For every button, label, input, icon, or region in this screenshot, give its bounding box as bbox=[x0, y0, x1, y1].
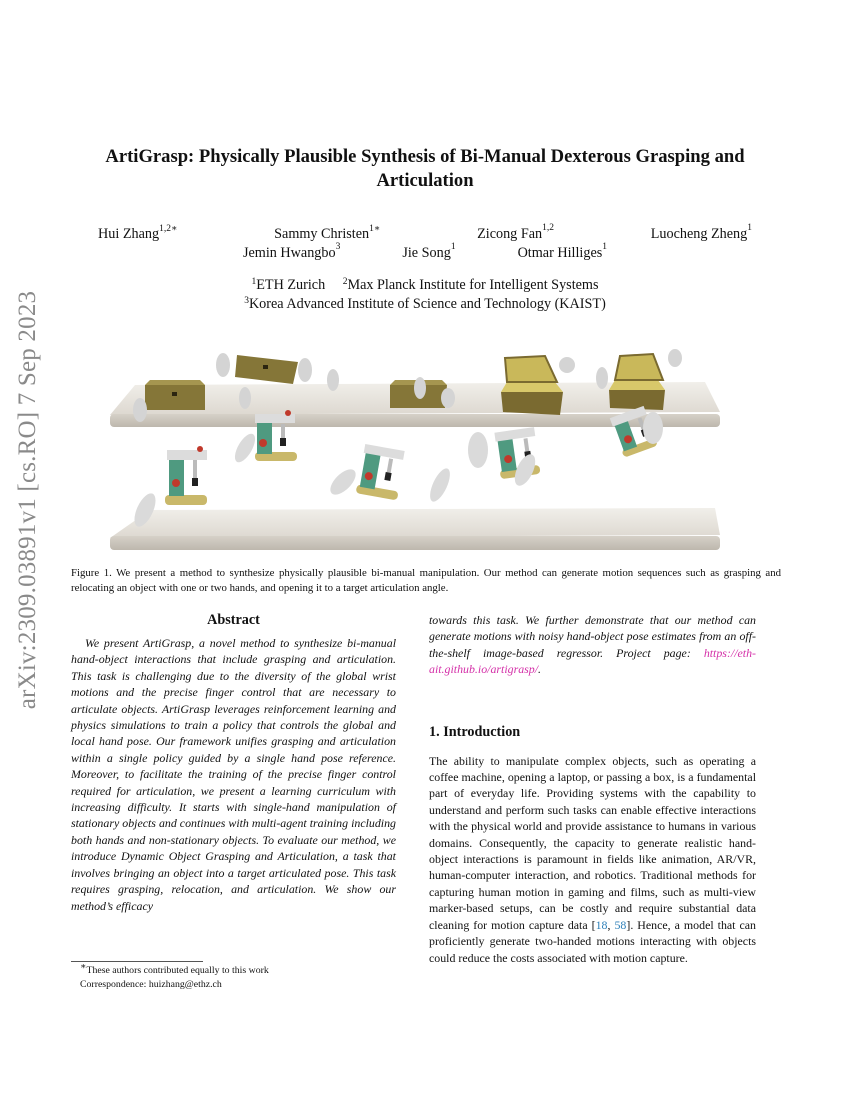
introduction-text: The ability to manipulate complex objects, such as operating a coffee machine, opening a laptop, or passing a box, is a fundamental part of everyday life. Providing systems with the capability to understand and perform such tasks can enable effective interactions with the physical world and provide assistance to humans in various domains. Consequently, the capacity to generate realistic hand-object interactions is paramount in fields like animation, AR/VR, human-computer interaction, and robotics. Traditional methods for capturing human motion in gaming and films, such as multi-view marker-based setups, can be costly and require substantial data cleaning for motion capture data [18, 58]. Hence, a model that can proficiently generate two-handed motions interacting with objects could reduce the costs associated with motion capture. bbox=[429, 753, 756, 965]
box-object bbox=[145, 380, 205, 410]
coffee-machine-object bbox=[165, 446, 207, 505]
right-column bbox=[429, 612, 756, 966]
box-object-lifted bbox=[235, 355, 298, 384]
coffee-machine-object bbox=[255, 410, 297, 461]
section-heading-introduction: 1. Introduction bbox=[429, 723, 521, 740]
author: Zicong Fan$^{1,2}$ bbox=[477, 223, 554, 242]
teaser-figure bbox=[105, 340, 745, 555]
affiliation: $^2$Max Planck Institute for Intelligent Systems bbox=[342, 277, 599, 293]
left-column bbox=[71, 612, 396, 914]
affiliation: $^3$Korea Advanced Institute of Science and Technology (KAIST) bbox=[244, 296, 606, 312]
citation-link[interactable]: 18 bbox=[595, 917, 608, 932]
equal-contribution-note: ∗These authors contributed equally to this work bbox=[80, 962, 269, 976]
author: Jie Song$^1$ bbox=[402, 242, 456, 261]
arxiv-identifier: arXiv:2309.03891v1 [cs.RO] 7 Sep 2023 bbox=[14, 290, 41, 710]
citation-link[interactable]: 58 bbox=[614, 917, 627, 932]
coffee-machine-object bbox=[356, 444, 406, 501]
footnotes bbox=[80, 964, 400, 991]
author: Luocheng Zheng$^1$ bbox=[650, 223, 752, 242]
table-bottom-row bbox=[110, 508, 720, 550]
author: Hui Zhang$^{1,2∗}$ bbox=[98, 224, 178, 242]
author-list bbox=[80, 223, 770, 262]
author: Otmar Hilliges$^1$ bbox=[517, 242, 608, 261]
footnote-divider bbox=[71, 961, 203, 962]
abstract-continuation: towards this task. We further demonstrate that our method can generate motions with noisy hand-object pose estimates from an off-the-shelf image-based regressor. Project page: https://eth-ait.github.io/artigrasp/. bbox=[429, 613, 756, 677]
affiliation: $^1$ETH Zurich bbox=[251, 277, 326, 293]
figure-caption: Figure 1. We present a method to synthesize physically plausible bi-manual manipulation. Our method can generate motion sequences such as grasping and relocating an object with one or two hands, and opening it to a target articulation angle. bbox=[71, 567, 781, 594]
author: Jemin Hwangbo$^3$ bbox=[242, 242, 341, 261]
correspondence-note: Correspondence: huizhang@ethz.ch bbox=[80, 978, 222, 990]
box-object-open bbox=[501, 356, 563, 415]
abstract-text: We present ArtiGrasp, a novel method to synthesize bi-manual hand-object interactions that include grasping and articulation. This task is challenging due to the diversity of the global wrist motions and the precise finger control that are necessary to articulate objects. ArtiGrasp leverages reinforcement learning and physics simulations to train a policy that controls the global and local hand pose. Our framework unifies grasping and articulation within a single policy guided by a single hand pose reference. Moreover, to facilitate the training of the precise finger control required for articulation, we present a learning curriculum with increasing difficulty. It starts with single-hand manipulation of stationary objects and continues with multi-agent training including both hands and non-stationary objects. To evaluate our method, we introduce Dynamic Object Grasping and Articulation, a task that involves bringing an object into a target articulated pose. This task requires grasping, relocation, and articulation. We show our method’s efficacy bbox=[71, 636, 396, 913]
paper-title: ArtiGrasp: Physically Plausible Synthesis of Bi-Manual Dexterous Grasping and Articulation bbox=[105, 146, 745, 191]
abstract-heading: Abstract bbox=[207, 612, 260, 628]
author: Sammy Christen$^{1∗}$ bbox=[274, 224, 381, 242]
box-object-open bbox=[609, 354, 665, 410]
affiliations bbox=[80, 276, 770, 314]
arxiv-stamp bbox=[6, 290, 50, 710]
teaser-figure-render bbox=[105, 340, 745, 555]
project-page-link[interactable]: https://eth-ait.github.io/artigrasp/ bbox=[429, 645, 756, 677]
